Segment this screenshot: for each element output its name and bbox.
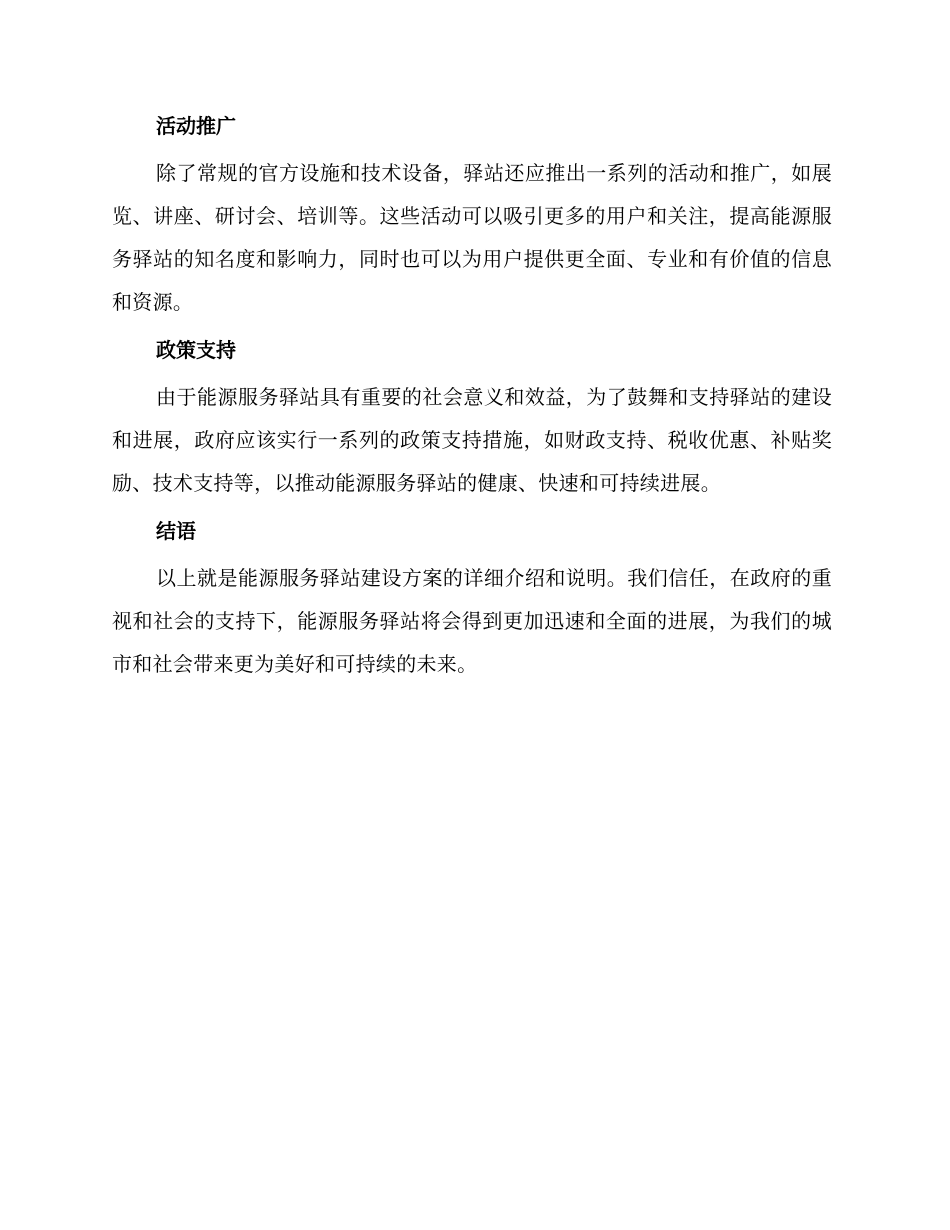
section-activity-promotion [112, 106, 832, 324]
document-page [112, 106, 832, 692]
section-heading: 结语 [156, 519, 196, 543]
section-paragraph: 由于能源服务驿站具有重要的社会意义和效益，为了鼓舞和支持驿站的建设和进展，政府应该实行一系列的政策支持措施，如财政支持、税收优惠、补贴奖励、技术支持等，以推动能源服务驿站的健康、快速和可持续进展。 [112, 385, 832, 495]
section-heading: 活动推广 [156, 114, 236, 138]
section-policy-support [112, 330, 832, 505]
section-heading: 政策支持 [156, 338, 236, 362]
section-paragraph: 除了常规的官方设施和技术设备，驿站还应推出一系列的活动和推广，如展览、讲座、研讨会、培训等。这些活动可以吸引更多的用户和关注，提高能源服务驿站的知名度和影响力，同时也可以为用户提供更全面、专业和有价值的信息和资源。 [112, 161, 832, 314]
section-paragraph: 以上就是能源服务驿站建设方案的详细介绍和说明。我们信任，在政府的重视和社会的支持下，能源服务驿站将会得到更加迅速和全面的进展，为我们的城市和社会带来更为美好和可持续的未来。 [112, 566, 832, 676]
section-conclusion [112, 511, 832, 686]
